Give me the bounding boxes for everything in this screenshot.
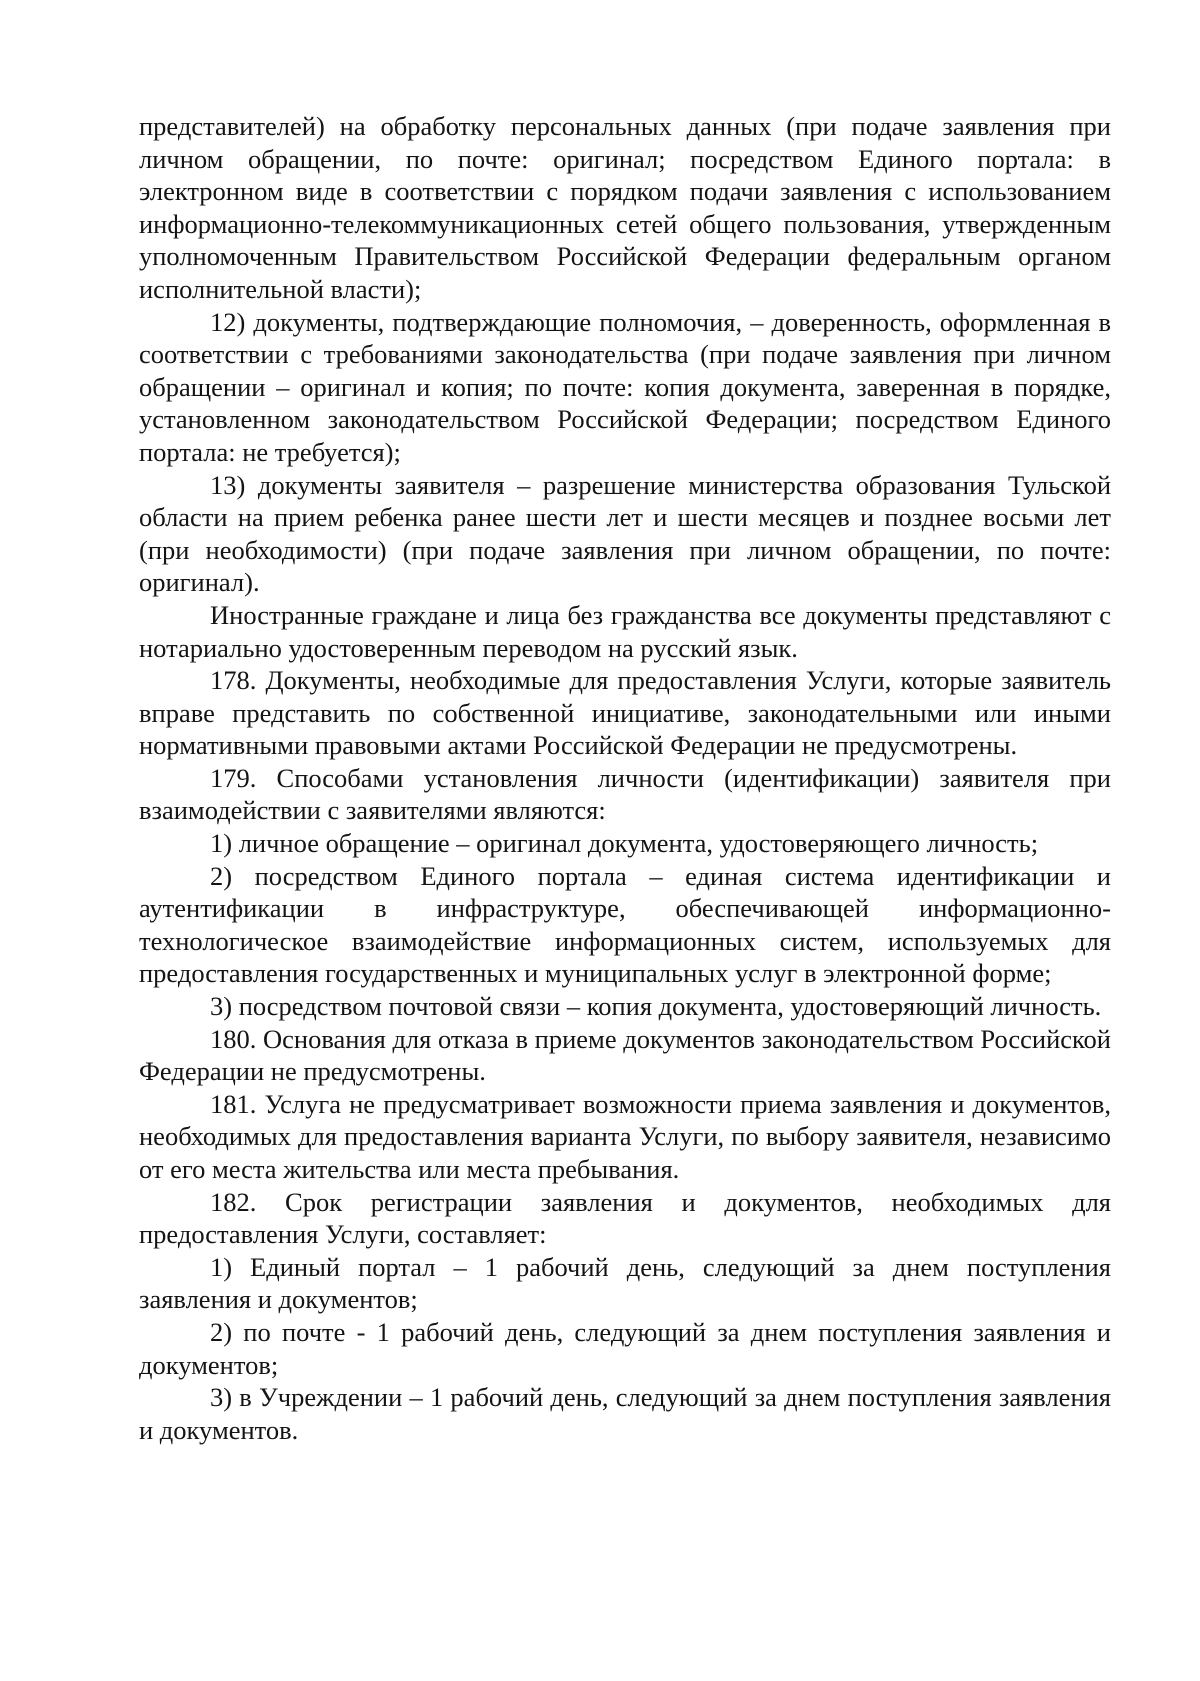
document-body <box>139 110 1111 1446</box>
paragraph-179-item-1: 1) личное обращение – оригинал документа, удостоверяющего личность; <box>210 828 1039 859</box>
paragraph-180: 180. Основания для отказа в приеме документов законодательством Российской Федерации не предусмотрены. <box>139 1023 1111 1087</box>
paragraph-179-item-2: 2) посредством Единого портала – единая система идентификации и аутентификации в инфраструктуре, обеспечивающей информационно-технологическое взаимодействие информационных систем, используемых для предоставления государственных и муниципальных услуг в электронной форме; <box>139 860 1111 989</box>
paragraph-179: 179. Способами установления личности (идентификации) заявителя при взаимодействии с заявителями являются: <box>139 762 1111 826</box>
paragraph-item-12: 12) документы, подтверждающие полномочия, – доверенность, оформленная в соответствии с требованиями законодательства (при подаче заявления при личном обращении – оригинал и копия; по почте: копия документа, заверенная в порядке, установленном законодательством Российской Федерации; посредством Единого портала: не требуется); <box>139 306 1111 467</box>
paragraph-foreign-citizens: Иностранные граждане и лица без гражданства все документы представляют с нотариально удостоверенным переводом на русский язык. <box>139 599 1111 663</box>
paragraph-continuation: представителей) на обработку персональных данных (при подаче заявления при личном обращении, по почте: оригинал; посредством Единого портала: в электронном виде в соответствии с порядком подачи заявления с использованием информационно-телекоммуникационных сетей общего пользования, утвержденным уполномоченным Правительством Российской Федерации федеральным органом исполнительной власти); <box>139 111 1111 304</box>
paragraph-178: 178. Документы, необходимые для предоставления Услуги, которые заявитель вправе представить по собственной инициативе, законодательными или иными нормативными правовыми актами Российской Федерации не предусмотрены. <box>139 665 1111 761</box>
paragraph-182-item-2: 2) по почте - 1 рабочий день, следующий за днем поступления заявления и документов; <box>139 1316 1111 1380</box>
paragraph-181: 181. Услуга не предусматривает возможности приема заявления и документов, необходимых для предоставления варианта Услуги, по выбору заявителя, независимо от его места жительства или места пребывания. <box>139 1088 1111 1184</box>
paragraph-182-item-1: 1) Единый портал – 1 рабочий день, следующий за днем поступления заявления и документов; <box>139 1251 1111 1315</box>
paragraph-item-13: 13) документы заявителя – разрешение министерства образования Тульской области на прием ребенка ранее шести лет и шести месяцев и позднее восьми лет (при необходимости) (при подаче заявления при личном обращении, по почте: оригинал). <box>139 469 1111 598</box>
paragraph-179-item-3: 3) посредством почтовой связи – копия документа, удостоверяющий личность. <box>210 991 1102 1022</box>
paragraph-182-item-3: 3) в Учреждении – 1 рабочий день, следующий за днем поступления заявления и документов. <box>139 1382 1111 1445</box>
paragraph-182: 182. Срок регистрации заявления и документов, необходимых для предоставления Услуги, составляет: <box>139 1186 1111 1250</box>
